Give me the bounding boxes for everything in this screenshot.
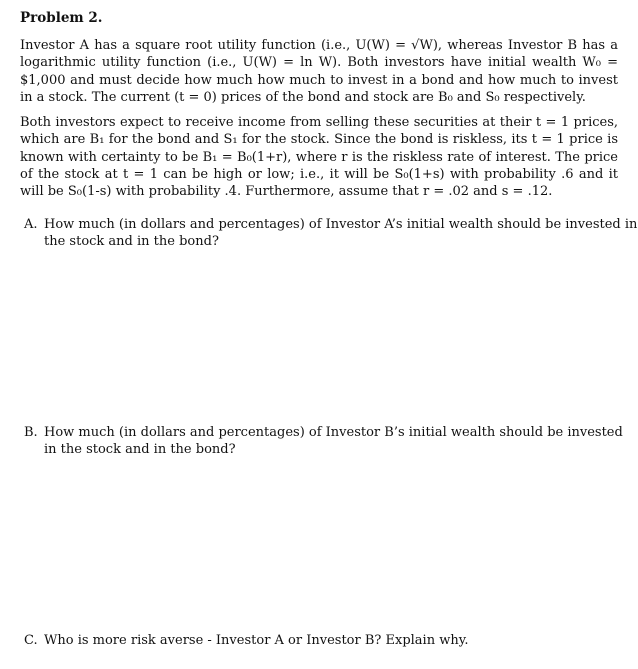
question-b bbox=[24, 424, 638, 459]
question-c-text: Who is more risk averse - Investor A or Investor B? Explain why. bbox=[44, 633, 469, 648]
question-b-label: B. bbox=[24, 425, 38, 440]
question-a-label: A. bbox=[24, 217, 38, 232]
answer-space-b bbox=[20, 464, 618, 624]
question-a-text: How much (in dollars and percentages) of Investor A’s initial wealth should be invested in the stock and in the bond? bbox=[44, 217, 638, 250]
document-page bbox=[20, 0, 638, 669]
problem-title: Problem 2. bbox=[20, 10, 103, 26]
question-c-label: C. bbox=[24, 633, 38, 648]
problem-paragraph-2: Both investors expect to receive income from selling these securities at their t = 1 prices, which are B₁ for the bond and S₁ for the stock. Since the bond is riskless, its t = 1 price is known with certainty to be B₁ = B₀(1+r), where r is the riskless rate of interest. The price of the stock at t = 1 can be high or low; i.e., it will be S₀(1+s) with probability .6 and it will be S₀(1-s) with probability .4. Furthermore, assume that r = .02 and s = .12. bbox=[20, 115, 618, 200]
question-a bbox=[24, 216, 638, 251]
question-c bbox=[24, 632, 638, 649]
problem-paragraph-1: Investor A has a square root utility function (i.e., U(W) = √W), whereas Investor B has a logarithmic utility function (i.e., U(W) = ln W). Both investors have initial wealth W₀ = $1,000 and must decide how much how much to invest in a bond and how much to invest in a stock. The current (t = 0) prices of the bond and stock are B₀ and S₀ respectively. bbox=[20, 38, 618, 105]
question-b-text: How much (in dollars and percentages) of Investor B’s initial wealth should be invested in the stock and in the bond? bbox=[44, 425, 623, 458]
answer-space-a bbox=[20, 256, 618, 416]
